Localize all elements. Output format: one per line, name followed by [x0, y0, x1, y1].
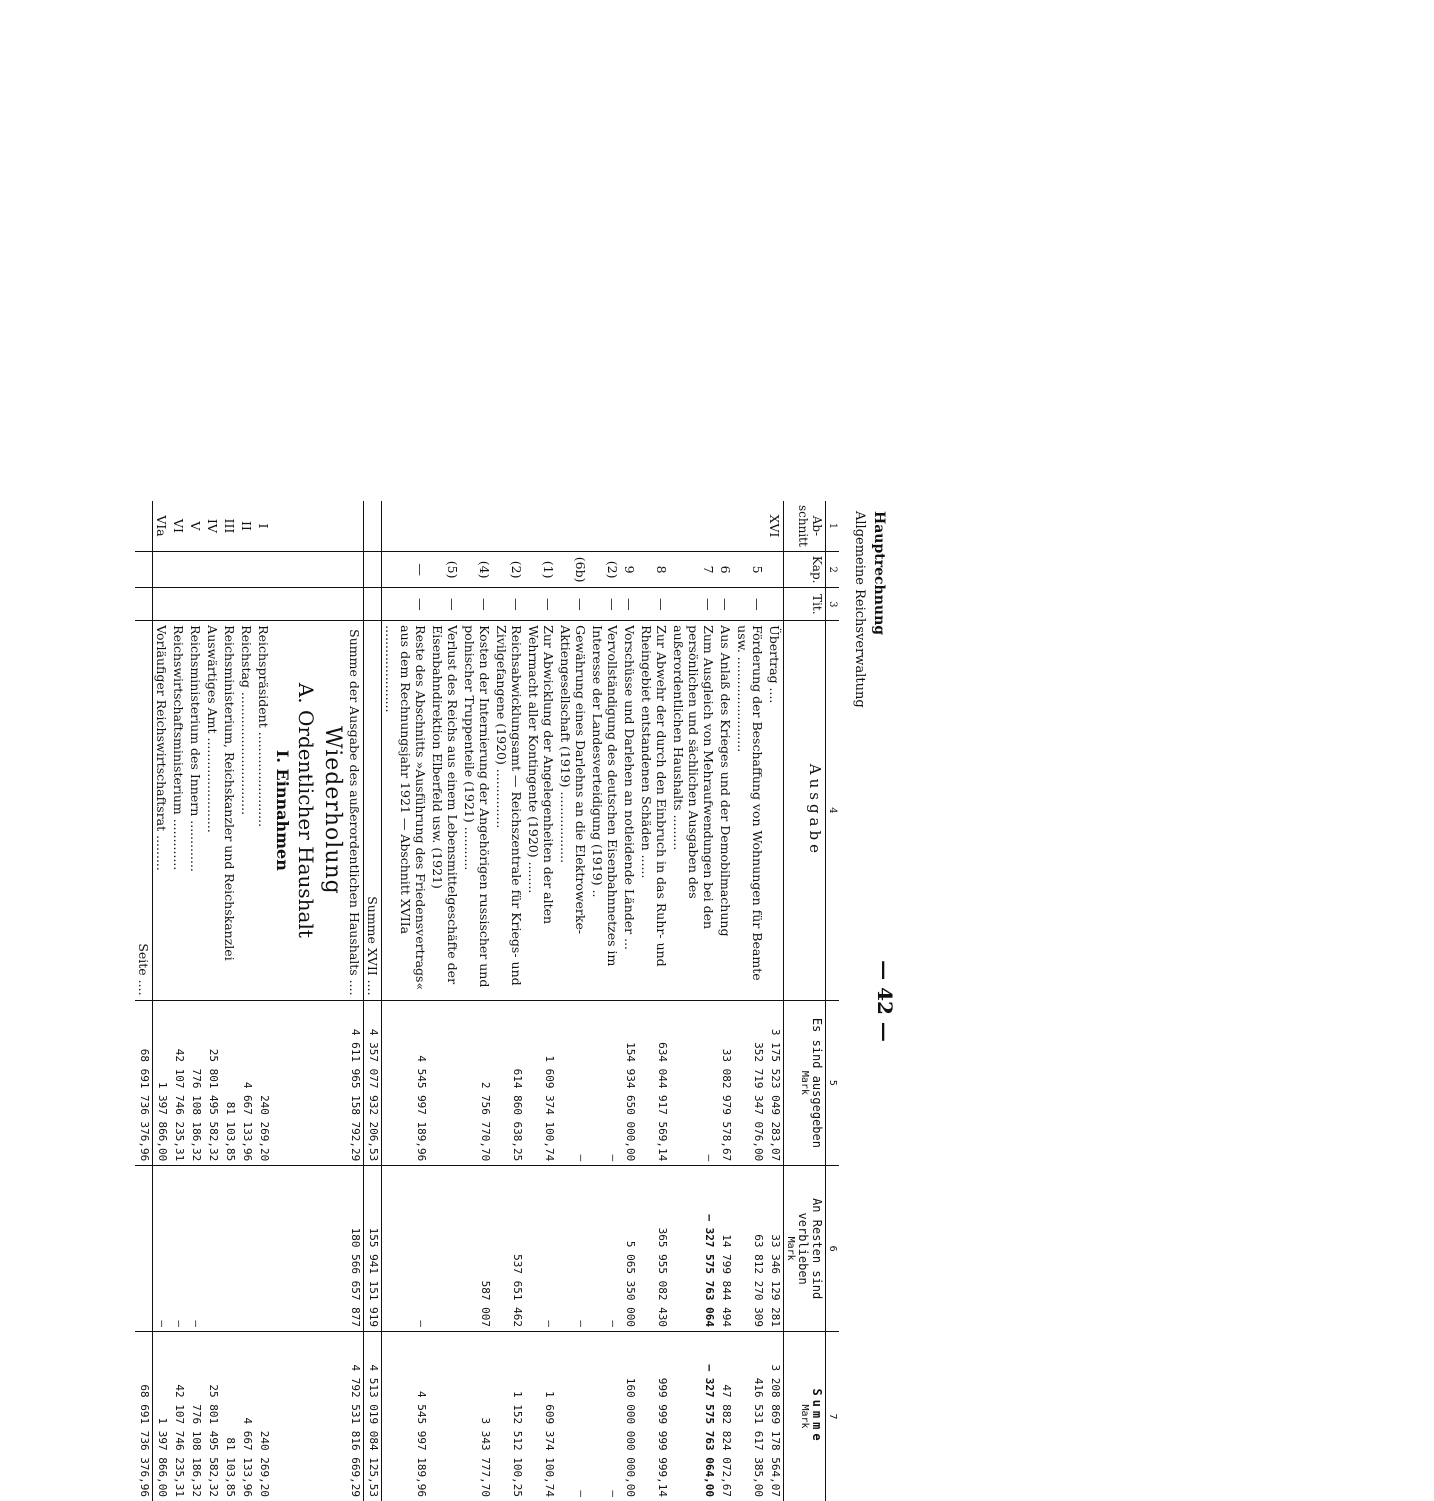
recap-tit: [221, 588, 238, 621]
row-tit: —: [525, 588, 557, 621]
sum-total-row-c2: [346, 551, 364, 588]
recap-abschnitt: IV: [204, 501, 221, 551]
table-row: [382, 501, 430, 1501]
row-tit: —: [638, 588, 670, 621]
column-number-row: [826, 501, 840, 1501]
table-row: [525, 501, 557, 1501]
recap-kap: [170, 551, 187, 588]
section-title-c5: [319, 1000, 346, 1166]
row-ausgegeben: 614 860 638,25: [493, 1000, 525, 1166]
row-ausgegeben: —: [557, 1000, 589, 1166]
header-row: [784, 501, 826, 1501]
table-row: [638, 501, 670, 1501]
row-reste: 5 065 350 000: [621, 1166, 638, 1332]
row-tit: —: [493, 588, 525, 621]
section-subtitle-c2: [293, 551, 319, 588]
row-kap: 8: [638, 551, 670, 588]
row-reste: — 327 575 763 064: [670, 1166, 717, 1332]
header-abschnitt: Ab- schnitt: [784, 501, 826, 551]
footer-summe: 68 691 736 376,96: [135, 1332, 153, 1501]
recap-ausgegeben: 42 107 746 235,31: [170, 1000, 187, 1166]
row-abschnitt: [734, 501, 766, 551]
row-kap: (4): [461, 551, 493, 588]
row-abschnitt: [461, 501, 493, 551]
row-abschnitt: [493, 501, 525, 551]
row-text: Gewährung eines Darlehns an die Elektrowerke-Aktiengesellschaft (1919) ..................: [557, 621, 589, 1000]
row-abschnitt: [589, 501, 621, 551]
row-tit: —: [382, 588, 430, 621]
row-text: Kosten der Internierung der Angehörigen russischer und polnischer Truppenteile (1921) ...........: [461, 621, 493, 1000]
row-summe: —: [575, 1490, 588, 1497]
row-text: Verlust des Reichs aus einem Lebensmittelgeschäfte der Eisenbahndirektion Elberfeld usw. (1921): [429, 621, 461, 1000]
row-tit: —: [621, 588, 638, 621]
recap-reste: [255, 1166, 272, 1332]
sum-xvii-row-label: Summe XVII ....: [364, 621, 382, 1000]
header-ausgegeben-label: Es sind ausgegeben: [810, 1017, 824, 1148]
section-subsection-c3: [272, 588, 293, 621]
colnum-1: 1: [826, 501, 840, 551]
row-kap: 6: [717, 551, 734, 588]
recap-summe: 1 397 866,00: [156, 1417, 169, 1497]
recap-text: Reichstag ...............................: [238, 621, 255, 1000]
row-text: Vervollständigung des deutschen Eisenbahnnetzes im Interesse der Landesverteidigung (1919) ..: [589, 621, 621, 1000]
row-kap: [766, 551, 784, 588]
section-subtitle-c1: [293, 501, 319, 551]
recap-row: [204, 501, 221, 1501]
sum-total-row-summe: 4 792 531 816 669,29: [346, 1332, 364, 1501]
row-reste: 537 651 462: [493, 1166, 525, 1332]
row-kap: (5): [429, 551, 461, 588]
recap-row: [153, 501, 171, 1501]
footer-c3: [135, 588, 153, 621]
recap-kap: [221, 551, 238, 588]
recap-row: [221, 501, 238, 1501]
row-summe: 999 999 999 999,14: [656, 1377, 669, 1497]
row-summe: 3 208 869 178 564,07: [769, 1364, 782, 1497]
recap-kap: [153, 551, 171, 588]
recap-kap: [204, 551, 221, 588]
sum-total-row-c1: [346, 501, 364, 551]
ledger-body: [135, 501, 784, 1501]
row-kap: (2): [493, 551, 525, 588]
header-ausgegeben: [784, 1000, 826, 1166]
footer-label: Seite ....: [135, 621, 153, 1000]
section-subsection-c6: [272, 1166, 293, 1332]
header-summe: [784, 1332, 826, 1501]
recap-summe: 25 801 495 582,32: [207, 1384, 220, 1497]
table-row: [589, 501, 621, 1501]
row-tit: —: [670, 588, 717, 621]
unit-mark-6: Mark: [785, 1236, 796, 1261]
row-summe: [429, 1332, 461, 1501]
recap-ausgegeben: 1 397 866,00: [153, 1000, 171, 1166]
section-title-c1: [319, 501, 346, 551]
sum-xvii-row: [364, 501, 382, 1501]
recap-tit: [187, 588, 204, 621]
table-row: [717, 501, 734, 1501]
row-kap: —: [382, 551, 430, 588]
recap-summe: 81 103,85: [224, 1437, 237, 1497]
row-summe: 1 609 374 100,74: [543, 1391, 556, 1497]
row-tit: —: [717, 588, 734, 621]
row-ausgegeben: 634 044 917 569,14: [638, 1000, 670, 1166]
table-row: [734, 501, 766, 1501]
row-reste: —: [589, 1166, 621, 1332]
recap-abschnitt: VI: [170, 501, 187, 551]
row-kap: (2): [589, 551, 621, 588]
colnum-3: 3: [826, 588, 840, 621]
sum-xvii-row-c3: [364, 588, 382, 621]
header-reste: [784, 1166, 826, 1332]
section-subsection-c7: [272, 1332, 293, 1501]
row-ausgegeben: 4 545 997 189,96: [382, 1000, 430, 1166]
recap-text: Reichsministerium, Reichskanzler und Reichskanzlei: [221, 621, 238, 1000]
recap-tit: [238, 588, 255, 621]
recap-tit: [170, 588, 187, 621]
table-row: [461, 501, 493, 1501]
section-subsection-c5: [272, 1000, 293, 1166]
header-tit: Tit.: [784, 588, 826, 621]
footer-c2: [135, 551, 153, 588]
row-summe: — 327 575 763 064,00: [703, 1364, 716, 1497]
recap-abschnitt: III: [221, 501, 238, 551]
section-title: Wiederholung: [319, 621, 346, 1000]
row-kap: 7: [670, 551, 717, 588]
footer-reste: [135, 1166, 153, 1332]
sum-total-row-label: Summe der Ausgabe des außerordentlichen Haushalts ....: [346, 621, 364, 1000]
row-ausgegeben: —: [589, 1000, 621, 1166]
sum-xvii-row-ausgegeben: 4 357 077 932 206,53: [364, 1000, 382, 1166]
row-summe: 4 545 997 189,96: [415, 1391, 428, 1497]
row-tit: [766, 588, 784, 621]
row-reste: —: [557, 1166, 589, 1332]
recap-ausgegeben: 776 108 186,32: [187, 1000, 204, 1166]
row-text: Reste des Abschnitts »Ausführung des Friedensvertrags« aus dem Rechnungsjahr 1921 — Abschnitt XVIIa ......................: [382, 621, 430, 1000]
recap-ausgegeben: 25 801 495 582,32: [204, 1000, 221, 1166]
row-abschnitt: XVI: [766, 501, 784, 551]
recap-text: Reichswirtschaftsministerium .............: [170, 621, 187, 1000]
header-kap: Kap.: [784, 551, 826, 588]
row-reste: —: [382, 1166, 430, 1332]
row-kap: (6b): [557, 551, 589, 588]
row-abschnitt: [525, 501, 557, 551]
page-number: — 42 —: [873, 960, 897, 1042]
row-reste: 33 346 129 281: [766, 1166, 784, 1332]
recap-text: Reichspräsident ........................: [255, 621, 272, 1000]
recap-kap: [187, 551, 204, 588]
row-reste: 63 812 270 309: [734, 1166, 766, 1332]
row-ausgegeben: 352 719 347 076,00: [734, 1000, 766, 1166]
section-subsection-c2: [272, 551, 293, 588]
row-reste: 365 955 082 430: [638, 1166, 670, 1332]
table-row: [670, 501, 717, 1501]
row-reste: [429, 1166, 461, 1332]
sum-total-row-ausgegeben: 4 611 965 158 792,29: [346, 1000, 364, 1166]
row-abschnitt: [717, 501, 734, 551]
row-kap: (1): [525, 551, 557, 588]
row-text: Vorschüsse und Darlehen an notleidende Länder ...: [621, 621, 638, 1000]
recap-reste: [238, 1166, 255, 1332]
recap-summe: 4 667 133,96: [241, 1417, 254, 1497]
section-title-row: [319, 501, 346, 1501]
table-row: [429, 501, 461, 1501]
row-abschnitt: [621, 501, 638, 551]
header-ausgabe: Ausgabe: [784, 621, 826, 1000]
row-ausgegeben: —: [670, 1000, 717, 1166]
recap-tit: [255, 588, 272, 621]
table-row: [766, 501, 784, 1501]
section-subtitle-row: [293, 501, 319, 1501]
row-abschnitt: [382, 501, 430, 551]
row-abschnitt: [670, 501, 717, 551]
row-abschnitt: [429, 501, 461, 551]
recap-summe: 42 107 746 235,31: [173, 1384, 186, 1497]
recap-tit: [153, 588, 171, 621]
unit-mark-5: Mark: [799, 1070, 810, 1095]
recap-kap: [238, 551, 255, 588]
recap-reste: —: [153, 1166, 171, 1332]
header-summe-label: Summe: [810, 1388, 824, 1445]
section-subtitle-c5: [293, 1000, 319, 1166]
colnum-2: 2: [826, 551, 840, 588]
section-subtitle: A. Ordentlicher Haushalt: [293, 621, 319, 1000]
recap-text: Reichsministerium des Innern .............: [187, 621, 204, 1000]
recap-row: [187, 501, 204, 1501]
recap-row: [238, 501, 255, 1501]
section-subsection: I. Einnahmen: [272, 621, 293, 1000]
sum-xvii-row-c2: [364, 551, 382, 588]
row-text: Zur Abwicklung der Angelegenheiten der alten Wehrmacht aller Kontingente (1920) ........: [525, 621, 557, 1000]
row-reste: 14 799 844 494: [717, 1166, 734, 1332]
row-ausgegeben: 1 609 374 100,74: [525, 1000, 557, 1166]
recap-reste: [221, 1166, 238, 1332]
recap-reste: —: [170, 1166, 187, 1332]
section-title-c3: [319, 588, 346, 621]
row-tit: —: [429, 588, 461, 621]
row-ausgegeben: 2 756 770,70: [461, 1000, 493, 1166]
row-kap: 9: [621, 551, 638, 588]
unit-mark-7: Mark: [799, 1404, 810, 1429]
colnum-4: 4: [826, 621, 840, 1000]
row-reste: 587 007: [461, 1166, 493, 1332]
recap-ausgegeben: 240 269,20: [255, 1000, 272, 1166]
row-summe: 416 531 617 385,00: [752, 1377, 765, 1497]
section-subsection-c1: [272, 501, 293, 551]
footer-ausgegeben: 68 691 736 376,96: [135, 1000, 153, 1166]
recap-tit: [204, 588, 221, 621]
sum-xvii-row-summe: 4 513 019 084 125,53: [364, 1332, 382, 1501]
row-ausgegeben: [429, 1000, 461, 1166]
recap-text: Vorläufiger Reichswirtschaftsrat .........: [153, 621, 171, 1000]
sum-xvii-row-reste: 155 941 151 919: [364, 1166, 382, 1332]
recap-row: [255, 501, 272, 1501]
ledger-table: [135, 501, 839, 1501]
recap-ausgegeben: 4 667 133,96: [238, 1000, 255, 1166]
recap-reste: [204, 1166, 221, 1332]
row-summe: 1 152 512 100,25: [511, 1391, 524, 1497]
table-row: [493, 501, 525, 1501]
recap-kap: [255, 551, 272, 588]
row-text: Förderung der Beschaffung von Wohnungen für Beamte usw. ........................: [734, 621, 766, 1000]
colnum-5: 5: [826, 1000, 840, 1166]
section-subtitle-c3: [293, 588, 319, 621]
table-row: [557, 501, 589, 1501]
row-ausgegeben: 154 934 650 000,00: [621, 1000, 638, 1166]
sheet-subtitle: Allgemeine Reichsverwaltung: [852, 511, 867, 708]
row-summe: 160 000 000 000,00: [624, 1377, 637, 1497]
row-tit: —: [557, 588, 589, 621]
recap-text: Auswärtiges Amt ........................: [204, 621, 221, 1000]
sum-xvii-row-c1: [364, 501, 382, 551]
row-text: Reichsabwicklungsamt — Reichszentrale für Kriegs- und Zivilgefangene (1920) ...............: [493, 621, 525, 1000]
row-text: Aus Anlaß des Krieges und der Demobilmachung: [717, 621, 734, 1000]
section-subsection-row: [272, 501, 293, 1501]
recap-abschnitt: VIa: [153, 501, 171, 551]
recap-row: [170, 501, 187, 1501]
sum-total-row-reste: 180 566 657 877: [346, 1166, 364, 1332]
section-title-c6: [319, 1166, 346, 1332]
row-summe: 47 882 824 072,67: [720, 1384, 733, 1497]
recap-summe: 240 269,20: [258, 1430, 271, 1497]
recap-summe: 776 108 186,32: [190, 1404, 203, 1497]
recap-abschnitt: I: [255, 501, 272, 551]
recap-reste: —: [187, 1166, 204, 1332]
row-summe: 3 343 777,70: [479, 1417, 492, 1497]
sheet-title: Hauptrechnung: [871, 511, 887, 636]
recap-ausgegeben: 81 103,85: [221, 1000, 238, 1166]
header-reste-label: An Resten sind verblieben: [796, 1198, 824, 1300]
row-text: Zum Ausgleich von Mehraufwendungen bei den persönlichen und sächlichen Ausgaben des außerordentlichen Haushalts .........: [670, 621, 717, 1000]
row-kap: 5: [734, 551, 766, 588]
footer-row: [135, 501, 153, 1501]
section-subtitle-c7: [293, 1332, 319, 1501]
row-text: Übertrag ....: [766, 621, 784, 1000]
row-ausgegeben: 3 175 523 049 283,07: [766, 1000, 784, 1166]
section-title-c2: [319, 551, 346, 588]
row-tit: —: [589, 588, 621, 621]
section-title-c7: [319, 1332, 346, 1501]
sum-total-row-c3: [346, 588, 364, 621]
table-row: [621, 501, 638, 1501]
recap-abschnitt: II: [238, 501, 255, 551]
ledger-page: [0, 501, 917, 1501]
row-tit: —: [461, 588, 493, 621]
colnum-6: 6: [826, 1166, 840, 1332]
row-reste: —: [525, 1166, 557, 1332]
row-summe: —: [607, 1490, 620, 1497]
row-ausgegeben: 33 082 979 578,67: [717, 1000, 734, 1166]
row-tit: —: [734, 588, 766, 621]
footer-c1: [135, 501, 153, 551]
section-subtitle-c6: [293, 1166, 319, 1332]
colnum-7: 7: [826, 1332, 840, 1501]
row-abschnitt: [638, 501, 670, 551]
recap-abschnitt: V: [187, 501, 204, 551]
row-abschnitt: [557, 501, 589, 551]
sum-total-row: [346, 501, 364, 1501]
row-text: Zur Abwehr der durch den Einbruch in das Ruhr- und Rheingebiet entstandenen Schäden ......: [638, 621, 670, 1000]
